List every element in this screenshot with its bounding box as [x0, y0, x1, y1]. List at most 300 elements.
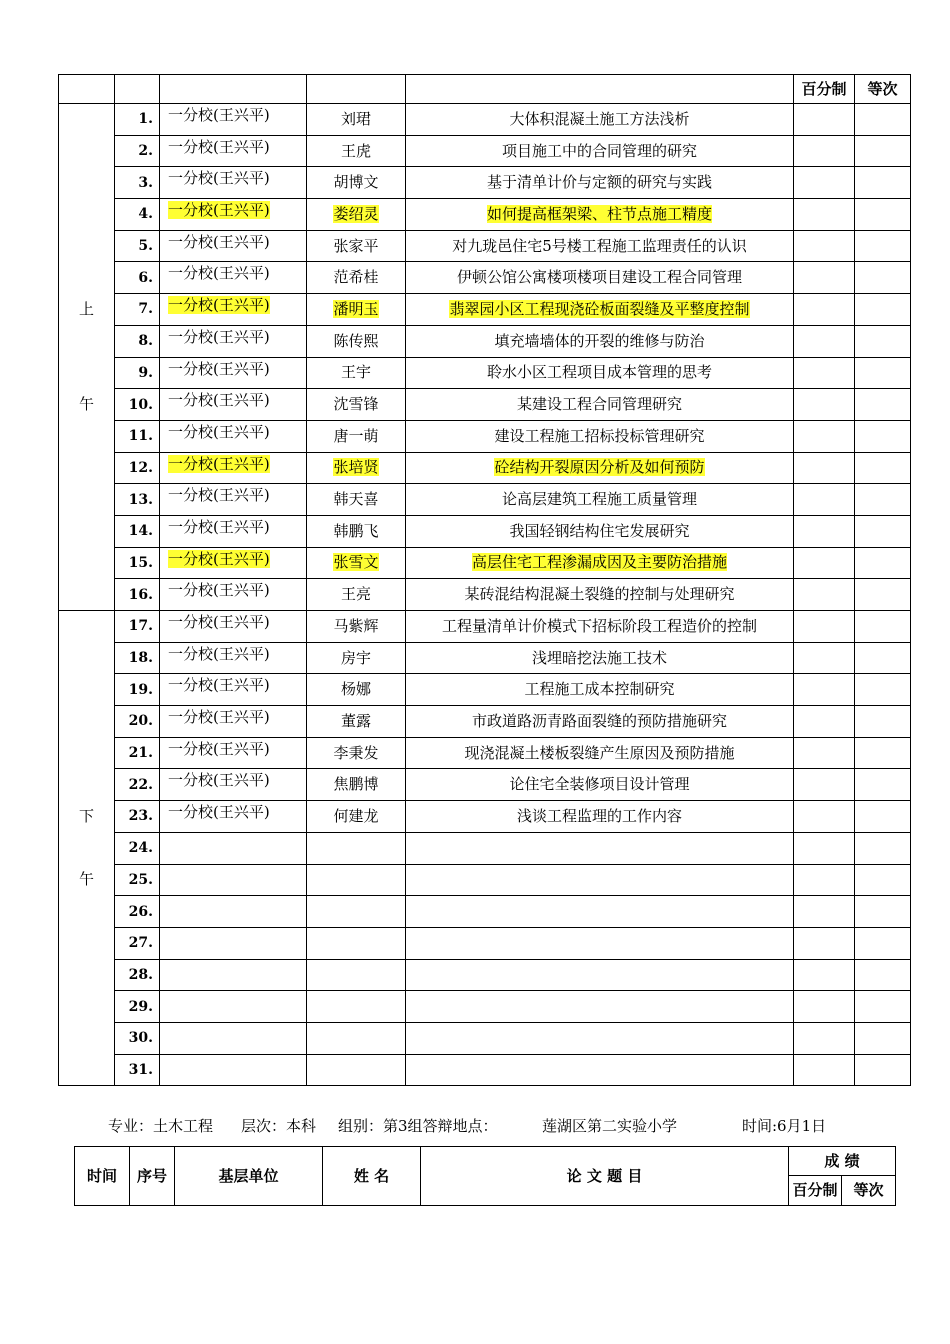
- row-score-grade[interactable]: [855, 389, 911, 421]
- row-unit-cell: [160, 484, 307, 516]
- table-row: [59, 1022, 911, 1054]
- row-unit-cell: [160, 230, 307, 262]
- row-score-grade[interactable]: [855, 642, 911, 674]
- session-char: 午: [78, 870, 94, 889]
- row-score-grade[interactable]: [855, 801, 911, 833]
- row-score-percent[interactable]: [794, 325, 855, 357]
- defense-schedule-table: [58, 74, 911, 1086]
- session-afternoon: [59, 611, 115, 1086]
- row-score-percent[interactable]: [794, 167, 855, 199]
- row-name-cell: [307, 230, 406, 262]
- row-title-cell: [406, 801, 794, 833]
- row-number-cell: [115, 579, 160, 611]
- row-unit-cell: [160, 515, 307, 547]
- row-number-cell: [115, 801, 160, 833]
- row-name: 王虎: [340, 141, 371, 160]
- header-blank-title: [406, 75, 794, 104]
- row-name-cell: [307, 896, 406, 928]
- row-score-grade[interactable]: [855, 167, 911, 199]
- row-name-cell: [307, 547, 406, 579]
- row-title: 大体积混凝土施工方法浅析: [509, 109, 690, 128]
- row-score-percent[interactable]: [794, 357, 855, 389]
- row-number: 21.: [128, 745, 153, 762]
- row-number: 11.: [128, 428, 153, 445]
- row-unit-cell: [160, 325, 307, 357]
- row-title-cell: [406, 199, 794, 231]
- row-name: 陈传熙: [333, 331, 379, 350]
- row-name: 娄绍灵: [333, 204, 379, 223]
- row-score-percent[interactable]: [794, 832, 855, 864]
- row-score-percent[interactable]: [794, 1022, 855, 1054]
- row-number: 24.: [128, 840, 153, 857]
- row-unit-cell: [160, 452, 307, 484]
- row-score-percent[interactable]: [794, 579, 855, 611]
- row-number: 26.: [128, 903, 153, 920]
- row-name-cell: [307, 294, 406, 326]
- row-number-cell: [115, 515, 160, 547]
- row-title-cell: [406, 452, 794, 484]
- header-score-grade: 等次: [842, 1176, 896, 1206]
- row-title-cell: [406, 896, 794, 928]
- row-unit-cell: [160, 294, 307, 326]
- row-score-grade[interactable]: [855, 832, 911, 864]
- row-score-grade[interactable]: [855, 135, 911, 167]
- row-name: 胡博文: [333, 173, 379, 192]
- row-name-cell: [307, 642, 406, 674]
- header-unit: 基层单位: [175, 1147, 323, 1206]
- row-number: 9.: [138, 364, 153, 381]
- row-score-percent[interactable]: [794, 515, 855, 547]
- row-number-cell: [115, 484, 160, 516]
- row-score-percent[interactable]: [794, 104, 855, 136]
- session-char: 下: [78, 807, 94, 826]
- row-score-percent[interactable]: [794, 959, 855, 991]
- row-number: 6.: [138, 269, 153, 286]
- row-title: 如何提高框架梁、柱节点施工精度: [486, 204, 712, 223]
- row-unit: 一分校(王兴平): [168, 803, 270, 822]
- row-number: 27.: [128, 935, 153, 952]
- row-title: 建设工程施工招标投标管理研究: [494, 426, 705, 445]
- row-number-cell: [115, 357, 160, 389]
- row-unit-cell: [160, 864, 307, 896]
- row-score-grade[interactable]: [855, 959, 911, 991]
- row-number-cell: [115, 706, 160, 738]
- row-unit: 一分校(王兴平): [168, 169, 270, 188]
- row-title: 聆水小区工程项目成本管理的思考: [486, 363, 712, 382]
- row-number: 17.: [128, 618, 153, 635]
- row-title-cell: [406, 262, 794, 294]
- level-label: 层次：本科: [241, 1117, 317, 1135]
- row-title: 翡翠园小区工程现浇砼板面裂缝及平整度控制: [449, 299, 750, 318]
- table-row: [59, 420, 911, 452]
- row-unit: 一分校(王兴平): [168, 739, 270, 758]
- row-score-percent[interactable]: [794, 294, 855, 326]
- row-number: 15.: [128, 554, 153, 571]
- table-row: [59, 294, 911, 326]
- row-title: 市政道路沥青路面裂缝的预防措施研究: [471, 711, 727, 730]
- row-unit-cell: [160, 357, 307, 389]
- row-unit: 一分校(王兴平): [168, 581, 270, 600]
- row-unit-cell: [160, 135, 307, 167]
- row-unit-cell: [160, 674, 307, 706]
- row-name: 韩天喜: [333, 490, 379, 509]
- row-score-grade[interactable]: [855, 104, 911, 136]
- row-unit-cell: [160, 420, 307, 452]
- row-score-percent[interactable]: [794, 1054, 855, 1086]
- row-name-cell: [307, 262, 406, 294]
- header-blank-unit: [160, 75, 307, 104]
- row-number: 2.: [138, 143, 153, 160]
- header-time: 时间: [75, 1147, 130, 1206]
- table-row: [59, 357, 911, 389]
- row-name-cell: [307, 1054, 406, 1086]
- row-title-cell: [406, 959, 794, 991]
- row-number: 12.: [128, 459, 153, 476]
- row-title: 项目施工中的合同管理的研究: [501, 141, 697, 160]
- next-page-header-table: [74, 1146, 896, 1206]
- row-score-percent[interactable]: [794, 864, 855, 896]
- row-unit: 一分校(王兴平): [168, 454, 270, 473]
- row-unit: 一分校(王兴平): [168, 106, 270, 124]
- row-score-grade[interactable]: [855, 896, 911, 928]
- header-title: 论 文 题 目: [421, 1147, 789, 1206]
- row-title-cell: [406, 579, 794, 611]
- row-score-grade[interactable]: [855, 199, 911, 231]
- group-place-label: 组别：第3组答辩地点：: [338, 1117, 498, 1135]
- row-unit: 一分校(王兴平): [168, 359, 270, 378]
- row-score-grade[interactable]: [855, 325, 911, 357]
- row-score-percent[interactable]: [794, 199, 855, 231]
- row-number-cell: [115, 611, 160, 643]
- row-name-cell: [307, 357, 406, 389]
- row-score-grade[interactable]: [855, 611, 911, 643]
- row-number-cell: [115, 927, 160, 959]
- row-score-grade[interactable]: [855, 484, 911, 516]
- row-unit-cell: [160, 927, 307, 959]
- table-row: [59, 389, 911, 421]
- row-name: 何建龙: [333, 806, 379, 825]
- row-title: 对九珑邑住宅5号楼工程施工监理责任的认识: [452, 236, 747, 255]
- row-title-cell: [406, 991, 794, 1023]
- group-info-line: [108, 1115, 888, 1135]
- table-row: [59, 167, 911, 199]
- row-unit-cell: [160, 642, 307, 674]
- row-number: 29.: [128, 998, 153, 1015]
- row-unit: 一分校(王兴平): [168, 644, 270, 663]
- header-score-percent: 百分制: [789, 1176, 842, 1206]
- row-title-cell: [406, 167, 794, 199]
- row-score-percent[interactable]: [794, 801, 855, 833]
- header-name: 姓 名: [323, 1147, 421, 1206]
- table-row: [59, 832, 911, 864]
- row-title-cell: [406, 864, 794, 896]
- row-number: 19.: [128, 681, 153, 698]
- row-score-grade[interactable]: [855, 547, 911, 579]
- row-score-percent[interactable]: [794, 706, 855, 738]
- row-name-cell: [307, 1022, 406, 1054]
- row-score-grade[interactable]: [855, 579, 911, 611]
- row-name: 潘明玉: [333, 299, 379, 318]
- row-title-cell: [406, 547, 794, 579]
- row-number: 30.: [128, 1030, 153, 1047]
- row-unit: 一分校(王兴平): [168, 327, 270, 346]
- row-number: 10.: [128, 396, 153, 413]
- date-label: 时间:6月1日: [742, 1117, 827, 1135]
- row-name-cell: [307, 484, 406, 516]
- row-number: 13.: [128, 491, 153, 508]
- row-unit: 一分校(王兴平): [168, 517, 270, 536]
- row-number-cell: [115, 896, 160, 928]
- row-name: 房宇: [340, 648, 371, 667]
- row-number: 16.: [128, 586, 153, 603]
- row-number: 8.: [138, 333, 153, 350]
- row-score-percent[interactable]: [794, 547, 855, 579]
- row-name-cell: [307, 737, 406, 769]
- row-score-grade[interactable]: [855, 769, 911, 801]
- table-row: [59, 104, 911, 136]
- row-score-percent[interactable]: [794, 674, 855, 706]
- row-number-cell: [115, 262, 160, 294]
- row-number-cell: [115, 389, 160, 421]
- table-row: [59, 737, 911, 769]
- row-score-percent[interactable]: [794, 927, 855, 959]
- row-number-cell: [115, 1022, 160, 1054]
- row-number: 22.: [128, 776, 153, 793]
- row-number-cell: [115, 420, 160, 452]
- row-name-cell: [307, 864, 406, 896]
- row-number-cell: [115, 674, 160, 706]
- table-row: [59, 991, 911, 1023]
- table-row: [59, 579, 911, 611]
- table-row: [59, 199, 911, 231]
- table-row: [59, 769, 911, 801]
- row-unit-cell: [160, 1054, 307, 1086]
- row-unit-cell: [160, 199, 307, 231]
- header-score: 成 绩: [789, 1147, 896, 1176]
- row-number-cell: [115, 104, 160, 136]
- row-unit: 一分校(王兴平): [168, 613, 270, 631]
- row-title: 我国轻钢结构住宅发展研究: [509, 521, 690, 540]
- row-title: 某砖混结构混凝土裂缝的控制与处理研究: [464, 585, 735, 604]
- row-title-cell: [406, 484, 794, 516]
- row-score-grade[interactable]: [855, 674, 911, 706]
- row-name: 张培贤: [333, 458, 379, 477]
- row-score-percent[interactable]: [794, 737, 855, 769]
- row-unit: 一分校(王兴平): [168, 137, 270, 156]
- row-unit-cell: [160, 769, 307, 801]
- row-score-percent[interactable]: [794, 420, 855, 452]
- row-number: 23.: [128, 808, 153, 825]
- row-title-cell: [406, 1054, 794, 1086]
- row-number-cell: [115, 452, 160, 484]
- row-score-percent[interactable]: [794, 896, 855, 928]
- row-number: 14.: [128, 523, 153, 540]
- row-unit: 一分校(王兴平): [168, 422, 270, 441]
- row-title-cell: [406, 737, 794, 769]
- row-number-cell: [115, 135, 160, 167]
- row-name: 范希桂: [333, 268, 379, 287]
- row-name-cell: [307, 706, 406, 738]
- row-unit-cell: [160, 959, 307, 991]
- row-score-grade[interactable]: [855, 1054, 911, 1086]
- row-title-cell: [406, 104, 794, 136]
- row-number-cell: [115, 325, 160, 357]
- row-name-cell: [307, 674, 406, 706]
- row-unit-cell: [160, 801, 307, 833]
- row-number: 25.: [128, 871, 153, 888]
- table-row: [59, 864, 911, 896]
- row-name: 王宇: [340, 363, 371, 382]
- row-title-cell: [406, 389, 794, 421]
- row-unit: 一分校(王兴平): [168, 771, 270, 790]
- row-title: 填充墙墙体的开裂的维修与防治: [494, 331, 705, 350]
- row-title-cell: [406, 357, 794, 389]
- row-name: 焦鹏博: [333, 775, 379, 794]
- row-score-grade[interactable]: [855, 294, 911, 326]
- row-number: 7.: [138, 301, 153, 318]
- row-title-cell: [406, 1022, 794, 1054]
- table-row: [59, 801, 911, 833]
- row-unit-cell: [160, 896, 307, 928]
- row-name-cell: [307, 452, 406, 484]
- row-score-percent[interactable]: [794, 642, 855, 674]
- row-score-grade[interactable]: [855, 927, 911, 959]
- row-name: 刘珺: [340, 109, 371, 128]
- row-score-percent[interactable]: [794, 611, 855, 643]
- row-name: 杨娜: [340, 680, 371, 699]
- table-row: [59, 262, 911, 294]
- row-unit-cell: [160, 547, 307, 579]
- row-name-cell: [307, 611, 406, 643]
- row-score-grade[interactable]: [855, 706, 911, 738]
- row-title-cell: [406, 611, 794, 643]
- row-number: 4.: [138, 206, 153, 223]
- header-blank-time: [59, 75, 115, 104]
- row-score-percent[interactable]: [794, 484, 855, 516]
- row-number: 5.: [138, 238, 153, 255]
- row-number-cell: [115, 642, 160, 674]
- row-name-cell: [307, 801, 406, 833]
- table-row: [59, 325, 911, 357]
- row-title-cell: [406, 642, 794, 674]
- row-unit: 一分校(王兴平): [168, 486, 270, 505]
- row-number: 3.: [138, 174, 153, 191]
- table-row: [59, 642, 911, 674]
- row-unit-cell: [160, 262, 307, 294]
- row-title-cell: [406, 832, 794, 864]
- row-title-cell: [406, 674, 794, 706]
- row-score-grade[interactable]: [855, 515, 911, 547]
- row-number: 1.: [138, 111, 153, 128]
- row-score-grade[interactable]: [855, 230, 911, 262]
- row-unit: 一分校(王兴平): [168, 708, 270, 727]
- row-title-cell: [406, 706, 794, 738]
- row-name-cell: [307, 515, 406, 547]
- row-unit-cell: [160, 1022, 307, 1054]
- row-name: 唐一萌: [333, 426, 379, 445]
- row-name: 董露: [340, 711, 371, 730]
- row-title: 伊顿公馆公寓楼项楼项目建设工程合同管理: [456, 268, 742, 287]
- row-name: 马紫辉: [333, 616, 379, 635]
- row-score-percent[interactable]: [794, 991, 855, 1023]
- row-title: 某建设工程合同管理研究: [516, 395, 682, 414]
- table-row: [59, 230, 911, 262]
- row-score-percent[interactable]: [794, 135, 855, 167]
- row-name-cell: [307, 389, 406, 421]
- row-unit-cell: [160, 389, 307, 421]
- row-name-cell: [307, 579, 406, 611]
- row-title-cell: [406, 230, 794, 262]
- header-blank-name: [307, 75, 406, 104]
- row-title: 工程量清单计价模式下招标阶段工程造价的控制: [441, 616, 757, 635]
- row-score-percent[interactable]: [794, 389, 855, 421]
- row-score-percent[interactable]: [794, 262, 855, 294]
- row-score-grade[interactable]: [855, 452, 911, 484]
- row-unit-cell: [160, 706, 307, 738]
- row-number-cell: [115, 864, 160, 896]
- row-score-grade[interactable]: [855, 864, 911, 896]
- session-morning: [59, 104, 115, 611]
- row-unit: 一分校(王兴平): [168, 549, 270, 568]
- row-score-grade[interactable]: [855, 420, 911, 452]
- row-title: 工程施工成本控制研究: [524, 680, 675, 699]
- row-title: 砼结构开裂原因分析及如何预防: [494, 458, 705, 477]
- row-title: 论住宅全装修项目设计管理: [509, 775, 690, 794]
- row-title-cell: [406, 294, 794, 326]
- session-char: 上: [78, 300, 94, 318]
- row-number: 31.: [128, 1061, 153, 1078]
- place-value: 莲湖区第二实验小学: [542, 1117, 678, 1135]
- row-title-cell: [406, 515, 794, 547]
- row-unit-cell: [160, 737, 307, 769]
- row-score-percent[interactable]: [794, 230, 855, 262]
- row-name-cell: [307, 135, 406, 167]
- table-row: [59, 706, 911, 738]
- row-name: 沈雪锋: [333, 395, 379, 414]
- row-unit: 一分校(王兴平): [168, 296, 270, 315]
- row-score-grade[interactable]: [855, 1022, 911, 1054]
- session-char: 午: [78, 395, 94, 413]
- row-number-cell: [115, 199, 160, 231]
- row-number-cell: [115, 1054, 160, 1086]
- row-score-percent[interactable]: [794, 452, 855, 484]
- header-score-grade: 等次: [855, 75, 911, 104]
- row-name-cell: [307, 420, 406, 452]
- row-score-grade[interactable]: [855, 737, 911, 769]
- row-title-cell: [406, 325, 794, 357]
- row-score-grade[interactable]: [855, 991, 911, 1023]
- table-row: [59, 674, 911, 706]
- row-number-cell: [115, 769, 160, 801]
- table-row: [59, 1054, 911, 1086]
- row-score-grade[interactable]: [855, 262, 911, 294]
- row-unit: 一分校(王兴平): [168, 201, 270, 220]
- row-title: 浅埋暗挖法施工技术: [531, 648, 667, 667]
- row-number: 20.: [128, 713, 153, 730]
- row-unit: 一分校(王兴平): [168, 264, 270, 283]
- major-label: 专业：土木工程: [108, 1117, 214, 1135]
- row-name-cell: [307, 769, 406, 801]
- table-row: [59, 896, 911, 928]
- row-unit-cell: [160, 832, 307, 864]
- row-name: 张家平: [333, 236, 379, 255]
- row-unit-cell: [160, 104, 307, 136]
- row-title-cell: [406, 420, 794, 452]
- table-row: [59, 927, 911, 959]
- row-score-grade[interactable]: [855, 357, 911, 389]
- header-num: 序号: [130, 1147, 175, 1206]
- row-score-percent[interactable]: [794, 769, 855, 801]
